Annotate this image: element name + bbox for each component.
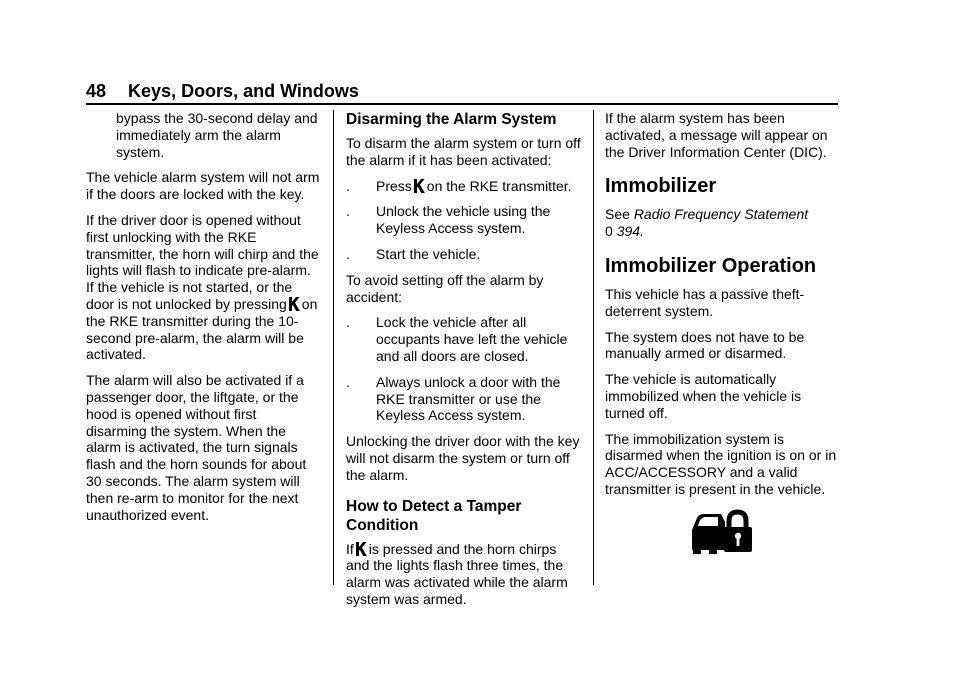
bullet-marker: . [346,245,350,262]
disarm-bullet-1-b: on the RKE transmitter. [426,177,572,194]
paragraph-tamper [346,541,582,608]
key-fob-lock-icon [288,297,300,311]
disarm-bullet-2: Unlock the vehicle using the Keyless Access system. [376,203,551,237]
key-fob-lock-icon [413,179,425,193]
header-rule [86,103,838,105]
list-item [346,178,582,195]
page-arrow-icon: 0 [605,223,613,240]
operation-paragraph-1: This vehicle has a passive theft-deterrent system. [605,285,805,319]
heading-immobilizer: Immobilizer [605,175,717,198]
reference-page-link[interactable]: 394. [616,223,644,240]
paragraph-dic-message: If the alarm system has been activated, a message will appear on the Driver Information Center (DIC). [605,110,828,160]
avoid-intro: To avoid setting off the alarm by accident: [346,271,544,305]
running-head [86,80,838,102]
vehicle-security-lock-icon [691,508,753,554]
bullet-marker: . [346,314,350,331]
page-number: 48 [86,81,107,101]
continued-bullet-text: bypass the 30-second delay and immediately arm the alarm system. [116,110,318,160]
column-2 [346,110,582,617]
avoid-bullet-2: Always unlock a door with the RKE transmitter or use the Keyless Access system. [376,373,561,424]
pre-alarm-text-b: on the RKE transmitter during the 10-second pre-alarm, the alarm will be activated. [86,295,318,363]
list-item [346,314,582,364]
operation-paragraph-3: The vehicle is automatically immobilized when the vehicle is turned off. [605,371,802,421]
section-title: Keys, Doors, and Windows [128,81,359,101]
pre-alarm-text-a: If the driver door is opened without first unlocking with the RKE transmitter, the horn will chirp and the lights will flash to indicate pre-alarm. If the vehicle is not started, or the door is not unlocked by pressing [86,211,319,312]
list-item [346,374,582,424]
column-1 [86,110,320,532]
column-3 [605,110,841,507]
page-header [86,80,838,102]
bullet-marker: . [346,203,350,220]
column-divider-1 [333,110,334,585]
see-label: See [605,206,630,223]
list-item [346,246,582,263]
unlock-note: Unlocking the driver door with the key will not disarm the system or turn off the alarm. [346,433,580,483]
disarm-bullet-1-a: Press [376,177,412,194]
paragraph-pre-alarm [86,212,320,363]
operation-paragraph-4: The immobilization system is disarmed when the ignition is on or in ACC/ACCESSORY and a valid transmitter is present in the vehicle. [605,430,837,497]
paragraph-alarm-activation: The alarm will also be activated if a passenger door, the liftgate, or the hood is opened without first disarming the system. When the alarm is activated, the turn signals flash and the horn sounds for about 30 seconds. The alarm system will then re-arm to monitor for the next unauthorized event. [86,372,307,523]
disarm-bullet-3: Start the vehicle. [376,245,481,262]
heading-disarming-alarm: Disarming the Alarm System [346,111,557,128]
disarm-intro: To disarm the alarm system or turn off the alarm if it has been activated: [346,135,581,168]
paragraph-key-lock: The vehicle alarm system will not arm if the doors are locked with the key. [86,169,320,203]
operation-paragraph-2: The system does not have to be manually armed or disarmed. [605,328,805,362]
heading-tamper-condition: How to Detect a Tamper Condition [346,497,522,534]
tamper-text-b: is pressed and the horn chirps and the lights flash three times, the alarm was activated while the alarm system was armed. [346,540,568,607]
heading-immobilizer-operation: Immobilizer Operation [605,254,817,277]
bullet-marker: . [346,373,350,390]
column-divider-2 [593,110,594,585]
reference-title-link[interactable]: Radio Frequency Statement [633,206,809,223]
key-fob-lock-icon [355,542,367,556]
see-reference [605,206,841,240]
avoid-bullet-1: Lock the vehicle after all occupants have left the vehicle and all doors are closed. [376,314,568,364]
tamper-text-a: If [346,540,354,557]
bullet-marker: . [346,177,350,194]
list-item [346,203,582,237]
